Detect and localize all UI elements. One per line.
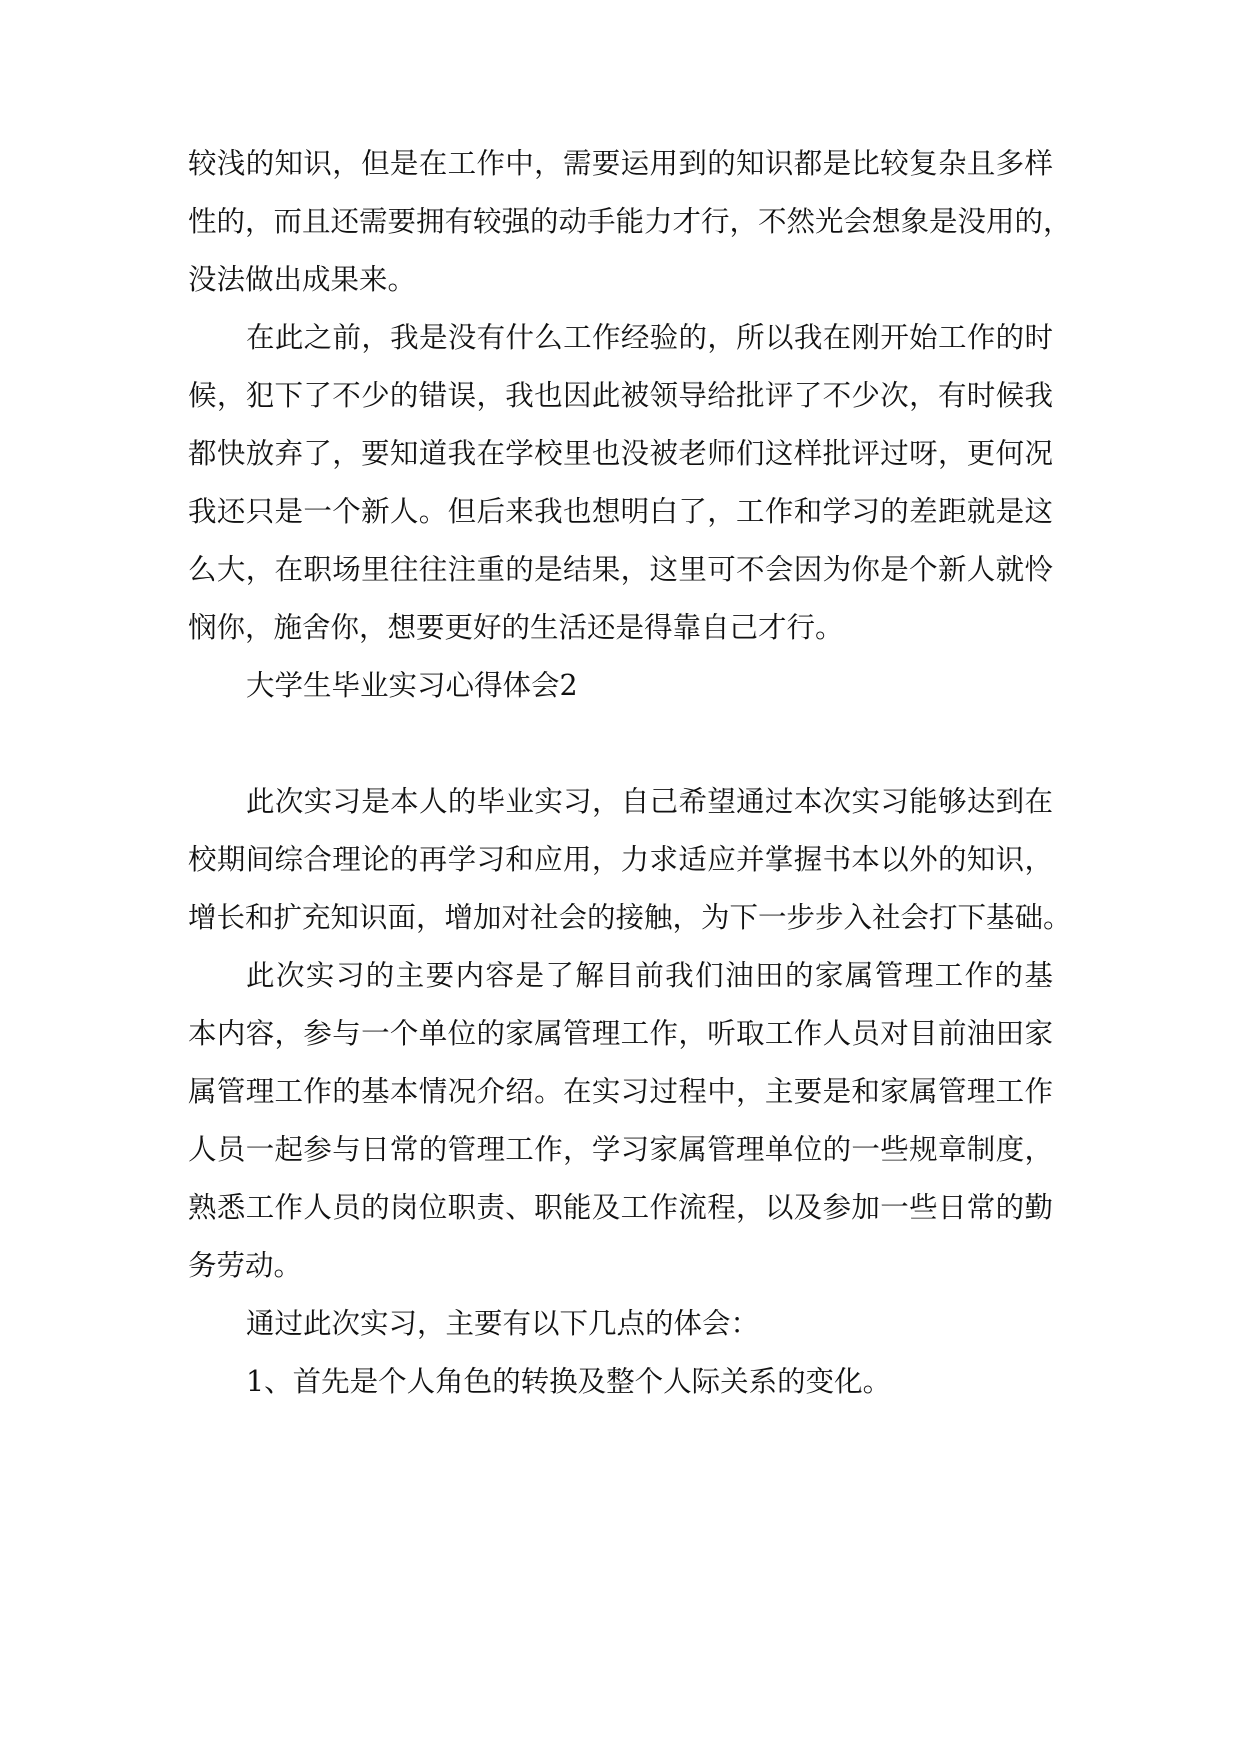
- list-item: 1、首先是个人角色的转换及整个人际关系的变化。: [246, 1365, 892, 1398]
- paragraph-line: 么大，在职场里往往注重的是结果，这里可不会因为你是个新人就怜: [188, 553, 1053, 586]
- paragraph-line: 候，犯下了不少的错误，我也因此被领导给批评了不少次，有时候我: [188, 379, 1053, 412]
- paragraph-line: 没法做出成果来。: [188, 263, 417, 296]
- paragraph-line: 本内容，参与一个单位的家属管理工作，听取工作人员对目前油田家: [188, 1017, 1053, 1050]
- paragraph-line: 此次实习的主要内容是了解目前我们油田的家属管理工作的基: [246, 959, 1053, 992]
- paragraph-line: 此次实习是本人的毕业实习，自己希望通过本次实习能够达到在: [246, 785, 1053, 818]
- section-heading: 大学生毕业实习心得体会2: [246, 669, 578, 702]
- paragraph-line: 务劳动。: [188, 1249, 303, 1282]
- paragraph-line: 通过此次实习，主要有以下几点的体会：: [246, 1307, 760, 1340]
- paragraph-line: 都快放弃了，要知道我在学校里也没被老师们这样批评过呀，更何况: [188, 437, 1053, 470]
- paragraph-line: 熟悉工作人员的岗位职责、职能及工作流程，以及参加一些日常的勤: [188, 1191, 1053, 1224]
- paragraph-line: 属管理工作的基本情况介绍。在实习过程中，主要是和家属管理工作: [188, 1075, 1053, 1108]
- paragraph-line: 较浅的知识，但是在工作中，需要运用到的知识都是比较复杂且多样: [188, 147, 1053, 180]
- paragraph-line: 校期间综合理论的再学习和应用，力求适应并掌握书本以外的知识，: [188, 843, 1053, 876]
- paragraph-line: 悯你，施舍你，想要更好的生活还是得靠自己才行。: [188, 611, 844, 644]
- paragraph-line: 增长和扩充知识面，增加对社会的接触，为下一步步入社会打下基础。: [188, 901, 1072, 934]
- paragraph-line: 在此之前，我是没有什么工作经验的，所以我在刚开始工作的时: [246, 321, 1053, 354]
- paragraph-line: 性的，而且还需要拥有较强的动手能力才行，不然光会想象是没用的，: [188, 205, 1072, 238]
- paragraph-line: 我还只是一个新人。但后来我也想明白了，工作和学习的差距就是这: [188, 495, 1053, 528]
- paragraph-line: 人员一起参与日常的管理工作，学习家属管理单位的一些规章制度，: [188, 1133, 1053, 1166]
